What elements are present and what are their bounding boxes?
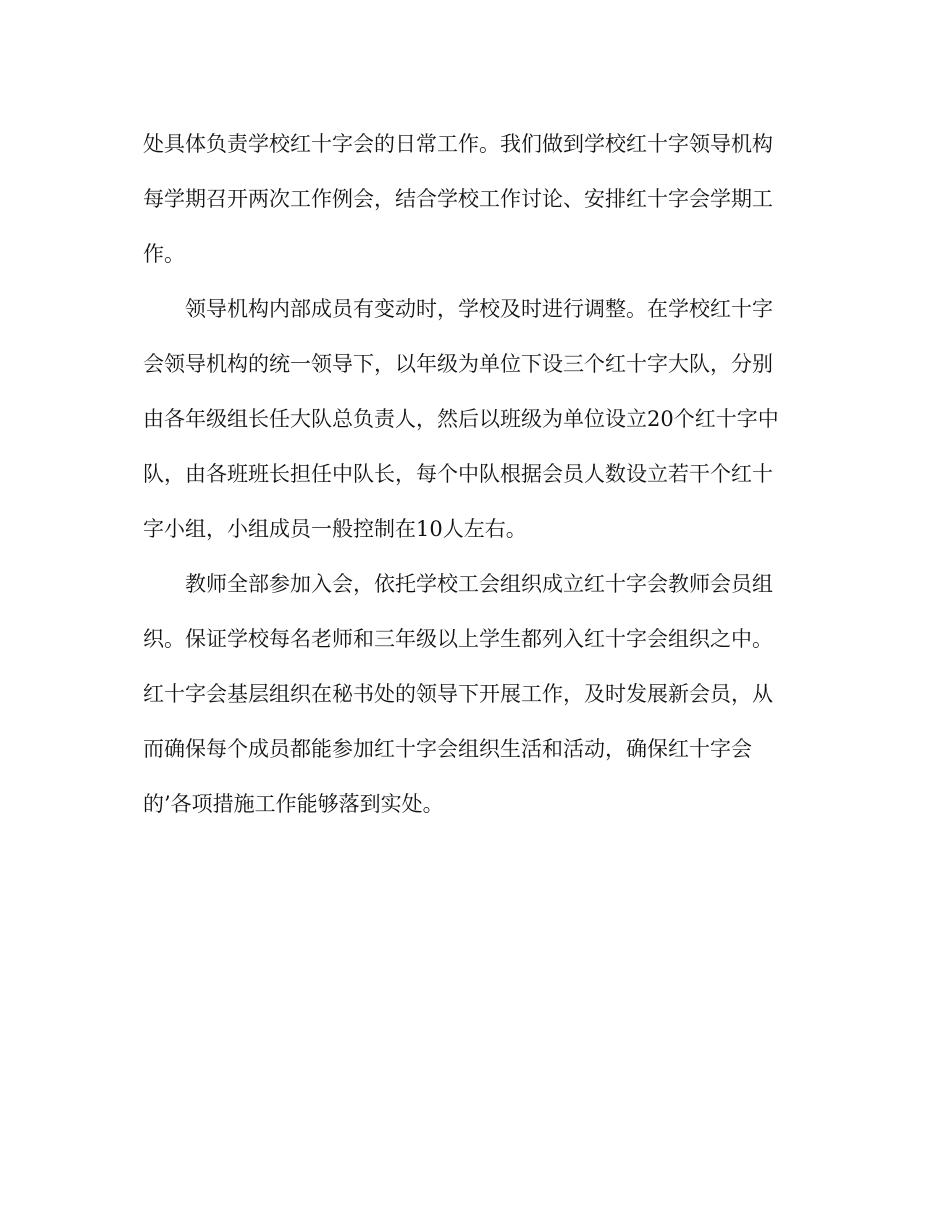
paragraph-start-line: 教师全部参加入会，依托学校工会组织成立红十字会教师会员组 [185, 572, 773, 596]
text-line: 会领导机构的统一领导下，以年级为单位下设三个红十字大队，分别 [143, 352, 773, 376]
text-line: 织。保证学校每名老师和三年级以上学生都列入红十字会组织之中。 [143, 627, 773, 651]
text-line: 队，由各班班长担任中队长，每个中队根据会员人数设立若干个红十 [143, 462, 773, 486]
text-line: 红十字会基层组织在秘书处的领导下开展工作，及时发展新会员，从 [143, 682, 773, 706]
text-line: 而确保每个成员都能参加红十字会组织生活和活动，确保红十字会 [143, 737, 752, 761]
paragraph-start-line: 领导机构内部成员有变动时，学校及时进行调整。在学校红十字 [185, 297, 773, 321]
text-line: 由各年级组长任大队总负责人，然后以班级为单位设立20个红十字中 [143, 407, 779, 431]
text-line: 的’各项措施工作能够落到实处。 [143, 792, 444, 816]
text-line: 作。 [143, 242, 185, 266]
text-line: 处具体负责学校红十字会的日常工作。我们做到学校红十字领导机构 [143, 132, 773, 156]
text-line: 字小组，小组成员一般控制在10人左右。 [143, 517, 527, 541]
body-text [143, 117, 823, 832]
text-line: 每学期召开两次工作例会，结合学校工作讨论、安排红十字会学期工 [143, 187, 773, 211]
